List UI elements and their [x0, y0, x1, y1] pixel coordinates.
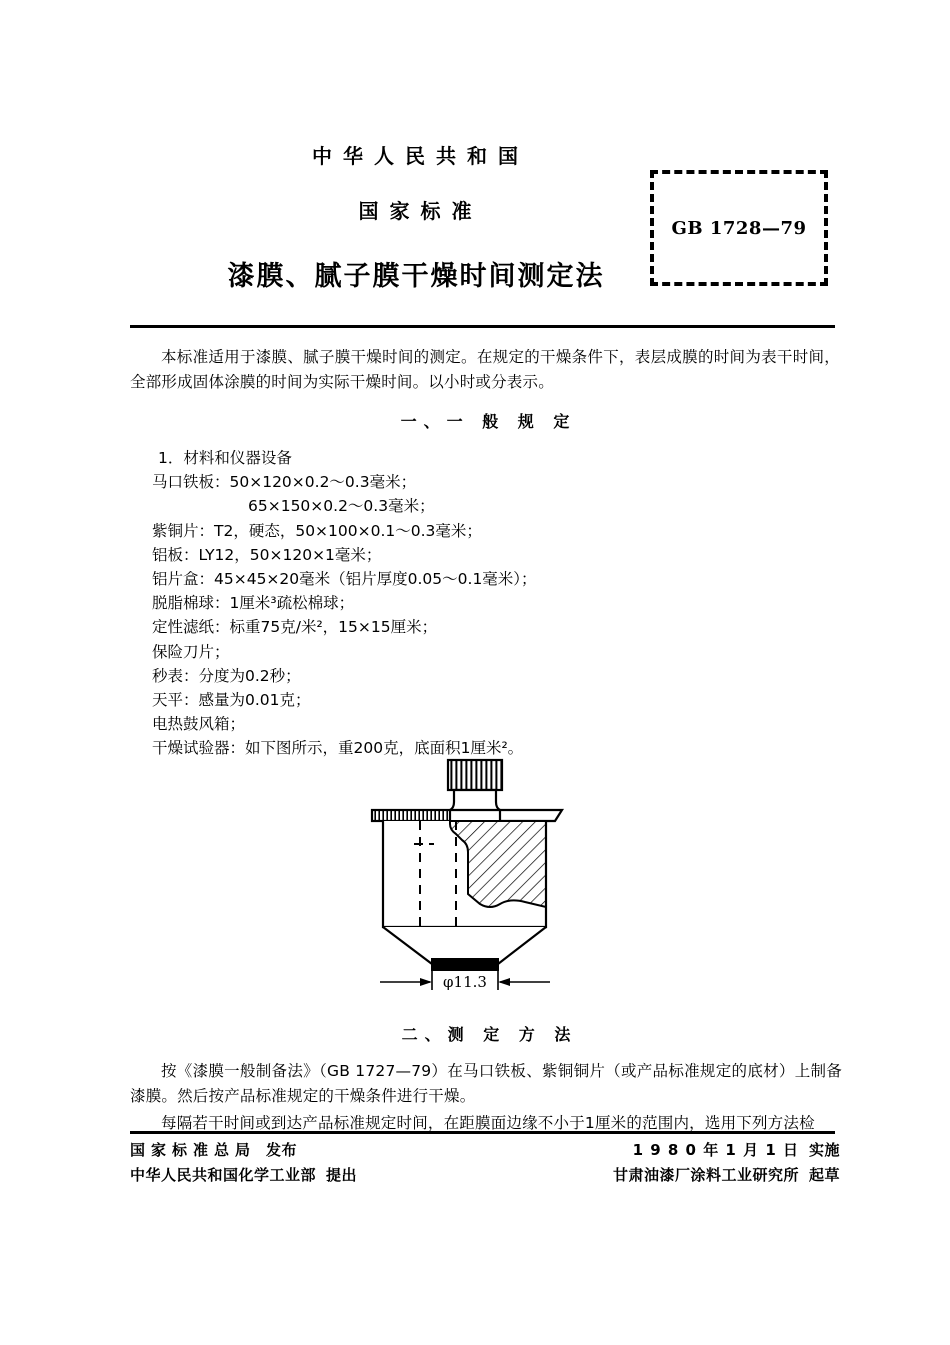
- header-divider-rule: [130, 325, 835, 328]
- footer-drafter-group: [613, 1163, 840, 1188]
- footer-issuer: 国家标准总局: [130, 1141, 257, 1159]
- section-heading-general: 一、一 般 规 定: [400, 412, 577, 431]
- standard-number-box: [650, 170, 828, 286]
- page-title: 漆膜、腻子膜干燥时间测定法: [227, 261, 605, 292]
- footer-drafter: 甘肃油漆厂涂料工业研究所: [612, 1166, 799, 1184]
- footer-row-propose: [130, 1163, 840, 1188]
- list-item: 天平：感量为0.01克；: [152, 691, 311, 710]
- footer-proposer-group: [130, 1163, 357, 1188]
- list-item: 脱脂棉球：1厘米³疏松棉球；: [152, 594, 355, 613]
- document-body-upper: [130, 345, 840, 761]
- list-item: 65×150×0.2～0.3毫米；: [248, 497, 435, 516]
- document-body-lower: [130, 1008, 842, 1138]
- tester-knurled-cap: [448, 760, 502, 790]
- list-item: 紫铜片：T2，硬态，50×100×0.1～0.3毫米；: [152, 521, 482, 540]
- list-item: 电热鼓风箱；: [152, 715, 246, 734]
- list-item: 定性滤纸：标重75克/米²，15×15厘米；: [152, 618, 438, 637]
- materials-list: [152, 446, 840, 761]
- list-item: 秒表：分度为0.2秒；: [152, 666, 301, 685]
- document-footer: [130, 1138, 840, 1188]
- intro-paragraph: 本标准适用于漆膜、腻子膜干燥时间的测定。在规定的干燥条件下，表层成膜的时间为表干时间，全部形成固体涂膜的时间为实际干燥时间。以小时或分表示。: [130, 348, 840, 391]
- figure-container: [0, 752, 950, 996]
- footer-proposer-action: 提出: [326, 1166, 358, 1184]
- header-standard-label: 国家标准: [358, 199, 483, 223]
- standard-number: GB 1728—79: [671, 217, 807, 239]
- footer-divider-rule: [130, 1131, 835, 1134]
- footer-row-issue: [130, 1138, 840, 1163]
- footer-proposer: 中华人民共和国化学工业部: [130, 1166, 317, 1184]
- footer-date-group: [633, 1138, 840, 1163]
- method-paragraph-2: 每隔若干时间或到达产品标准规定时间，在距膜面边缘不小于1厘米的范围内，选用下列方法检: [161, 1114, 815, 1132]
- list-item: 铝片盒：45×45×20毫米（铝片厚度0.05～0.1毫米）；: [152, 570, 537, 589]
- header-nation: 中华人民共和国: [312, 144, 529, 168]
- footer-drafter-action: 起草: [808, 1166, 840, 1184]
- footer-effective-date: 1 9 8 0 年 1 月 1 日: [632, 1141, 799, 1159]
- list-item: 铝板：LY12，50×120×1毫米；: [152, 545, 382, 564]
- section-heading-method: 二、测 定 方 法: [401, 1025, 578, 1044]
- list-item: 干燥试验器：如下图所示，重200克，底面积1厘米²。: [152, 739, 524, 758]
- tester-neck: [450, 790, 500, 810]
- dimension-label: φ11.3: [443, 973, 487, 991]
- list-item: 保险刀片；: [152, 642, 230, 661]
- tester-flange: [372, 810, 562, 821]
- footer-effective-action: 实施: [808, 1141, 840, 1159]
- tester-base-plate: [432, 959, 498, 970]
- drying-tester-diagram: [350, 752, 600, 992]
- footer-issuer-action: 发布: [266, 1141, 298, 1159]
- method-paragraph-1: 按《漆膜一般制备法》（GB 1727—79）在马口铁板、紫铜铜片（或产品标准规定的底材）上制备漆膜。然后按产品标准规定的干燥条件进行干燥。: [130, 1062, 842, 1105]
- list-item: 马口铁板：50×120×0.2～0.3毫米；: [152, 473, 417, 492]
- footer-issuer-group: [130, 1138, 297, 1163]
- list-item-title: 1．材料和仪器设备: [158, 449, 292, 467]
